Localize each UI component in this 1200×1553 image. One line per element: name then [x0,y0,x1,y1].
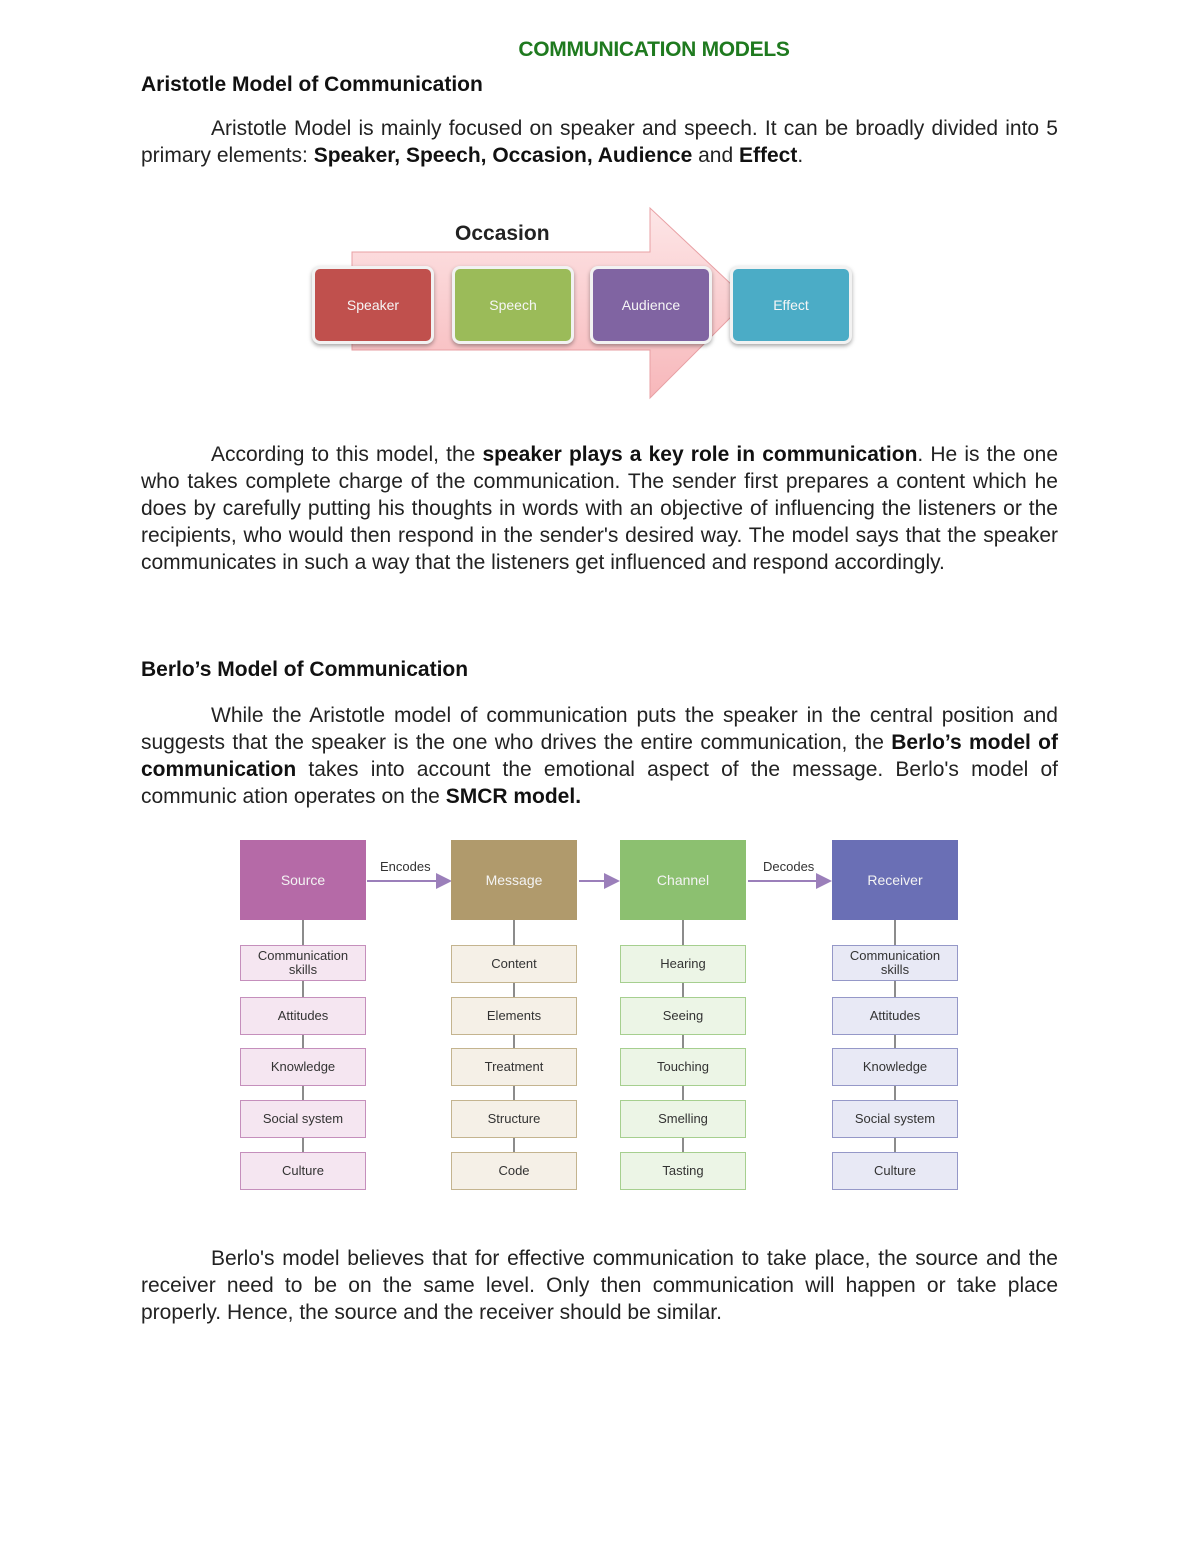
aristotle-heading: Aristotle Model of Communication [141,73,483,96]
berlo-model-bold: Berlo’s model of communication [141,731,1058,781]
berlo-conclusion-paragraph [141,1245,1058,1326]
berlo-channel-item: Tasting [620,1152,746,1190]
aristotle-diagram [300,200,870,405]
audience-box: Audience [590,266,712,344]
occasion-label: Occasion [455,222,550,245]
smcr-model-bold: SMCR model. [445,785,582,808]
berlo-receiver-item: Knowledge [832,1048,958,1086]
berlo-channel-item: Seeing [620,997,746,1035]
berlo-message-item: Code [451,1152,577,1190]
berlo-receiver-header: Receiver [832,840,958,920]
berlo-message-header: Message [451,840,577,920]
aristotle-explanation-rest: . He is the one who takes complete charge of the communication. The sender first prepares a content which he does by carefully putting his thoughts in words with an objective of influencing the listeners or the recipients, who would then respond in the sender's desired way. The model says that the speaker communicates in such a way that the listeners get influenced and respond accordingly. [141,443,1058,574]
berlo-message-item: Content [451,945,577,983]
berlo-message-item: Elements [451,997,577,1035]
berlo-source-item: Communication skills [240,945,366,981]
berlo-intro-paragraph [141,702,1058,810]
berlo-intro-mid: takes into account the emotional aspect of the message. Berlo's model of communic ation operates on the [141,758,1058,808]
berlo-receiver-item: Culture [832,1152,958,1190]
aristotle-intro-text: Aristotle Model is mainly focused on speaker and speech. It can be broadly divided into 5 primary elements: [141,117,1058,167]
aristotle-explanation-bold: speaker plays a key role in communication [482,443,918,466]
aristotle-effect-bold: Effect [739,144,798,167]
berlo-smcr-diagram [238,838,962,1194]
berlo-receiver-item: Attitudes [832,997,958,1035]
berlo-source-item: Culture [240,1152,366,1190]
speech-box: Speech [452,266,574,344]
aristotle-elements-bold: Speaker, Speech, Occasion, Audience [313,144,693,167]
document-title: COMMUNICATION MODELS [518,38,790,61]
aristotle-explanation-paragraph [141,441,1058,576]
berlo-conclusion-text: Berlo's model believes that for effective communication to take place, the source and the receiver need to be on the same level. Only then communication will happen or take place properly. Hence, the source and the receiver should be similar. [141,1247,1058,1324]
berlo-message-item: Treatment [451,1048,577,1086]
aristotle-explanation-start: According to this model, the [211,443,483,466]
berlo-heading: Berlo’s Model of Communication [141,658,469,681]
berlo-source-item: Knowledge [240,1048,366,1086]
berlo-channel-header: Channel [620,840,746,920]
encodes-label: Encodes [380,859,431,874]
berlo-message-item: Structure [451,1100,577,1138]
berlo-source-item: Attitudes [240,997,366,1035]
aristotle-intro-paragraph [141,115,1058,169]
berlo-channel-item: Touching [620,1048,746,1086]
aristotle-intro-and: and [692,144,739,167]
berlo-source-item: Social system [240,1100,366,1138]
effect-box: Effect [730,266,852,344]
berlo-receiver-item: Communication skills [832,945,958,981]
decodes-label: Decodes [763,859,815,874]
berlo-source-header: Source [240,840,366,920]
berlo-intro-start: While the Aristotle model of communication puts the speaker in the central position and suggests that the speaker is the one who drives the entire communication, the [141,704,1058,754]
berlo-channel-item: Hearing [620,945,746,983]
speaker-box: Speaker [312,266,434,344]
berlo-receiver-item: Social system [832,1100,958,1138]
aristotle-intro-end: . [797,144,804,167]
berlo-channel-item: Smelling [620,1100,746,1138]
